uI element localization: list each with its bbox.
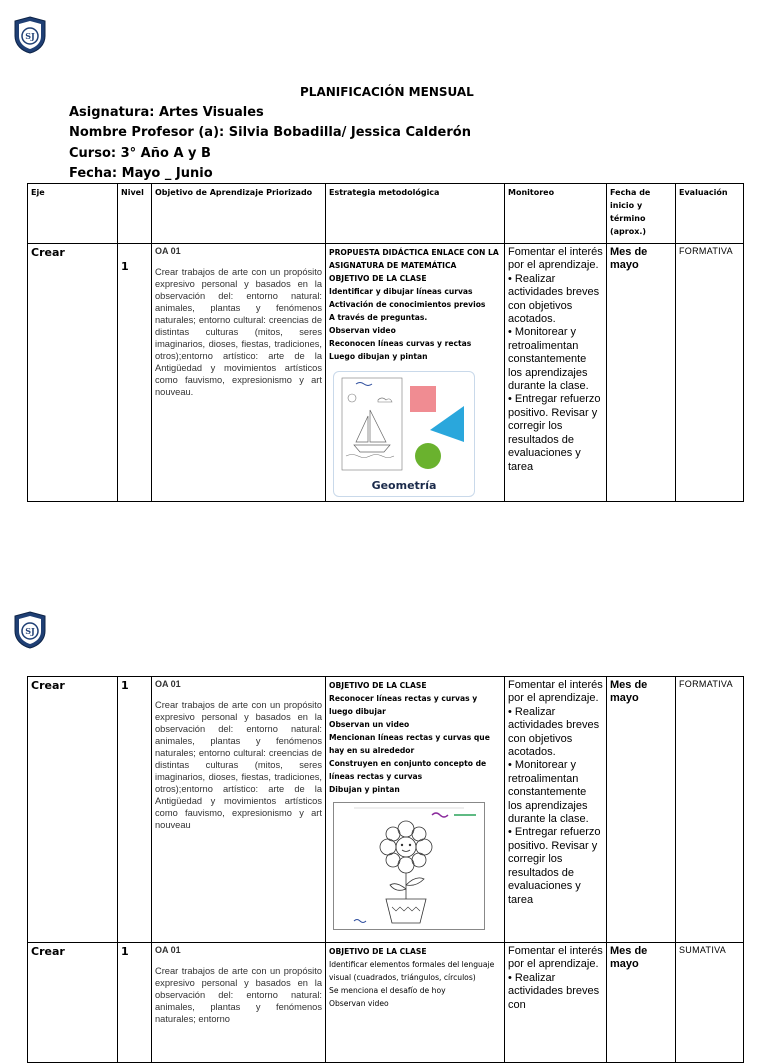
fecha-cell: Mes de mayo: [610, 246, 648, 271]
oa-code: OA 01: [155, 945, 181, 955]
strategy-line: Mencionan líneas rectas y curvas que hay en su alrededor: [329, 733, 490, 755]
evaluacion-cell: SUMATIVA: [679, 945, 727, 955]
nivel-cell: 1: [121, 945, 129, 958]
strategy-line: Activación de conocimientos previos: [329, 300, 486, 309]
school-crest-icon: [13, 611, 47, 649]
column-header: Estrategia metodológica: [326, 184, 505, 244]
oa-text: Crear trabajos de arte con un propósito expresivo personal y basados en la observación del: entorno natural: animales, plantas y fenómenos naturales; entorno: [155, 966, 322, 1024]
oa-code: OA 01: [155, 679, 181, 689]
table-row: [28, 677, 744, 943]
strategy-line: Observan un video: [329, 720, 410, 729]
column-header: Nivel: [118, 184, 152, 244]
image-caption: Geometría: [371, 479, 437, 492]
geometry-illustration: [333, 371, 475, 497]
date-label: Fecha: Mayo _ Junio: [69, 166, 213, 181]
eje-cell: Crear: [31, 246, 65, 259]
fecha-cell: Mes de mayo: [610, 945, 648, 970]
strategy-line: Construyen en conjunto concepto de líneas rectas y curvas: [329, 759, 487, 781]
strategy-line: Luego dibujan y pintan: [329, 352, 428, 361]
table-row: [28, 943, 744, 1063]
school-crest-icon: [13, 16, 47, 54]
strategy-line: Reconocen líneas curvas y rectas: [329, 339, 472, 348]
strategy-line: OBJETIVO DE LA CLASE: [329, 947, 427, 956]
strategy-line: OBJETIVO DE LA CLASE: [329, 274, 427, 283]
planning-table-2: [27, 676, 744, 1063]
column-header: Fecha de inicio y término (aprox.): [607, 184, 676, 244]
evaluacion-cell: FORMATIVA: [679, 246, 733, 256]
strategy-line: PROPUESTA DIDÁCTICA ENLACE CON LA ASIGNATURA DE MATEMÁTICA: [329, 248, 499, 270]
table-row: [28, 244, 744, 502]
oa-text: Crear trabajos de arte con un propósito expresivo personal y basados en la observación del: entorno natural: animales, plantas y fenómenos naturales; entorno cultural: creencias de distintas culturas (mitos, seres imaginarios, dioses, fiestas, tradiciones, otros);entorno artístico: arte de la Antigüedad y movimientos artísticos como fauvismo, expresionismo y art nouveau.: [155, 267, 322, 397]
geometry-shapes-icon: [334, 372, 474, 496]
fecha-cell: Mes de mayo: [610, 679, 648, 704]
oa-code: OA 01: [155, 246, 181, 256]
eje-cell: Crear: [31, 945, 65, 958]
strategy-line: OBJETIVO DE LA CLASE: [329, 681, 427, 690]
subject-label: Asignatura: Artes Visuales: [69, 105, 264, 120]
column-header: Objetivo de Aprendizaje Priorizado: [152, 184, 326, 244]
evaluacion-cell: FORMATIVA: [679, 679, 733, 689]
column-header: Eje: [28, 184, 118, 244]
flower-drawing-icon: [334, 803, 484, 929]
page-title: PLANIFICACIÓN MENSUAL: [300, 85, 474, 99]
strategy-line: Se menciona el desafío de hoy: [329, 986, 446, 995]
flower-worksheet-image: [333, 802, 485, 930]
column-header: Evaluación: [676, 184, 744, 244]
teacher-label: Nombre Profesor (a): Silvia Bobadilla/ Jessica Calderón: [69, 125, 471, 140]
strategy-line: Observan video: [329, 326, 396, 335]
svg-text:SJ: SJ: [25, 31, 35, 41]
nivel-cell: 1: [121, 679, 129, 692]
nivel-cell: 1: [121, 260, 129, 273]
strategy-line: Reconocer líneas rectas y curvas y luego dibujar: [329, 694, 478, 716]
strategy-line: Observan video: [329, 999, 389, 1008]
strategy-line: Dibujan y pintan: [329, 785, 400, 794]
oa-text: Crear trabajos de arte con un propósito expresivo personal y basados en la observación del: entorno natural: animales, plantas y fenómenos naturales; entorno cultural: creencias de distintas culturas (mitos, seres imaginarios, dioses, fiestas, tradiciones, otros);entorno artístico: arte de la Antigüedad y movimientos artísticos como fauvismo, expresionismo y art nouveau: [155, 700, 322, 830]
eje-cell: Crear: [31, 679, 65, 692]
svg-text:SJ: SJ: [25, 626, 35, 636]
monitoreo-cell: Fomentar el interés por el aprendizaje. • Realizar actividades breves con objetivos acotados. • Monitorear y retroalimentan constantemente los aprendizajes durante la clase. • Entregar refuerzo positivo. Revisar y corregir los resultados de evaluaciones y tarea: [508, 679, 603, 906]
course-label: Curso: 3° Año A y B: [69, 146, 211, 161]
planning-table-1: [27, 183, 744, 502]
strategy-line: Identificar y dibujar líneas curvas: [329, 287, 473, 296]
table-header-row: [28, 184, 744, 244]
monitoreo-cell: Fomentar el interés por el aprendizaje. • Realizar actividades breves con: [508, 945, 603, 1011]
strategy-line: Identificar elementos formales del lenguaje visual (cuadrados, triángulos, círculos): [329, 960, 495, 982]
strategy-line: A través de preguntas.: [329, 313, 428, 322]
column-header: Monitoreo: [505, 184, 607, 244]
monitoreo-cell: Fomentar el interés por el aprendizaje. • Realizar actividades breves con objetivos acotados. • Monitorear y retroalimentan constantemente los aprendizajes durante la clase. • Entregar refuerzo positivo. Revisar y corregir los resultados de evaluaciones y tarea: [508, 246, 603, 473]
